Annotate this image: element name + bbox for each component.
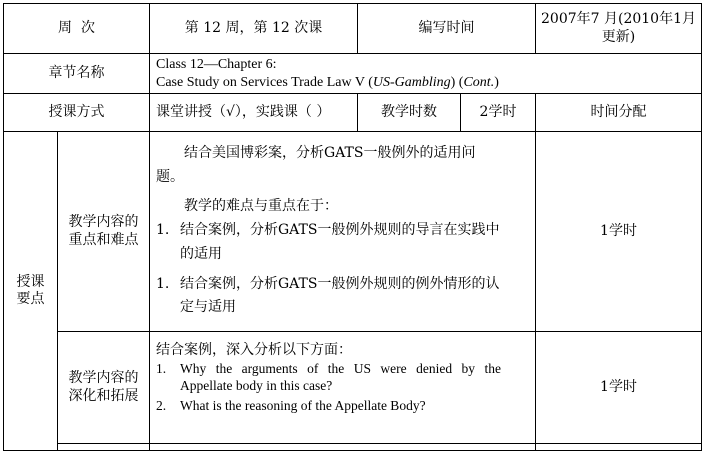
chapter-line-1: Class 12—Chapter 6: (156, 57, 277, 72)
section1-focus: 教学的难点与重点在于： (184, 197, 338, 214)
section2-item-2 (156, 397, 501, 415)
section1-time: 1学时 (536, 132, 702, 332)
section2-item-1 (156, 360, 501, 395)
week-value: 第 12 周，第 12 次课 (150, 4, 358, 54)
chapter-line-2-mid: ) ( (450, 74, 464, 90)
week-label: 周 次 (4, 4, 150, 54)
teaching-hours-label: 教学时数 (358, 94, 461, 132)
teaching-mode-row (4, 94, 702, 132)
chapter-cont: Cont. (463, 74, 495, 90)
teaching-mode-label: 授课方式 (4, 94, 150, 132)
next-row-cell-1 (58, 444, 150, 451)
section2-intro: 结合案例，深入分析以下方面： (156, 342, 352, 358)
section2-label: 教学内容的深化和拓展 (58, 332, 150, 444)
chapter-line-2-prefix: Case Study on Services Trade Law V ( (156, 74, 373, 90)
section1-item-1-num: 1. (156, 222, 170, 239)
section2-item-1-text: Why the arguments of the US were denied by the Appellate body in this case? (180, 360, 501, 394)
compile-time-label: 编写时间 (358, 4, 536, 54)
teaching-hours-value: 2学时 (461, 94, 536, 132)
week-row (4, 4, 702, 54)
next-row-partial (4, 444, 702, 451)
key-points-label-cell (4, 132, 58, 451)
chapter-case-name: US-Gambling (372, 74, 451, 90)
next-row-cell-3 (536, 444, 702, 451)
section1-item-2-num: 1. (156, 275, 170, 292)
key-points-label: 授课要点 (16, 273, 45, 307)
next-row-cell-2 (150, 444, 536, 451)
section2-content (150, 332, 536, 444)
section2-item-1-num: 1. (156, 360, 167, 376)
section1-list (156, 219, 501, 320)
section2-item-2-text: What is the reasoning of the Appellate Body? (180, 397, 426, 413)
section1-item-2 (156, 273, 501, 321)
time-allocation-label: 时间分配 (536, 94, 702, 132)
key-difficult-points-row (4, 132, 702, 332)
section2-item-2-num: 2. (156, 397, 167, 413)
section1-item-1-text: 结合案例，分析GATS一般例外规则的导言在实践中的适用 (180, 222, 500, 262)
section1-intro: 结合美国博彩案，分析GATS一般例外的适用问题。 (156, 145, 476, 185)
teaching-mode-value: 课堂讲授（√），实践课（ ） (150, 94, 358, 132)
chapter-row (4, 54, 702, 94)
section1-item-2-text: 结合案例，分析GATS一般例外规则的例外情形的认定与适用 (180, 275, 500, 316)
chapter-title (150, 54, 702, 94)
section1-content (150, 132, 536, 332)
chapter-line-2-suffix: ) (494, 74, 499, 90)
chapter-label: 章节名称 (4, 54, 150, 94)
section1-label: 教学内容的重点和难点 (58, 132, 150, 332)
section2-time: 1学时 (536, 332, 702, 444)
deepening-row (4, 332, 702, 444)
section2-list (156, 360, 501, 415)
lesson-plan-table (3, 3, 702, 451)
chapter-line-2 (156, 74, 695, 92)
compile-time-value: 2007年7 月(2010年1月更新) (536, 4, 702, 54)
section1-item-1 (156, 219, 501, 267)
